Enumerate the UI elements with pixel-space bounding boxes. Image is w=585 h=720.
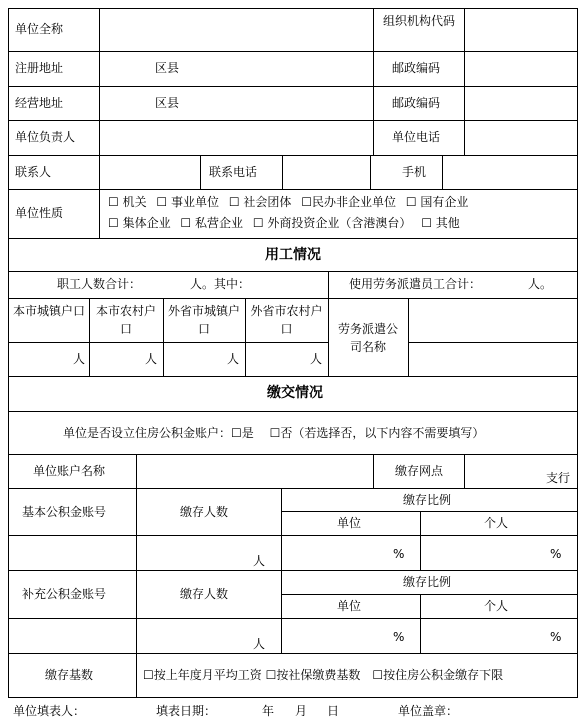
grid-line [8, 342, 328, 343]
grid-line [8, 51, 578, 52]
basic-ratio-unit-label: 单位 [337, 516, 362, 530]
grid-line [8, 570, 578, 571]
unit-type-option[interactable]: ☐ 外商投资企业（含港澳台） [252, 216, 412, 230]
basic-ratio-personal-label: 个人 [484, 516, 509, 530]
account-question[interactable]: 单位是否设立住房公积金账户：☐是 ☐否（若选择否，以下内容不需要填写） [63, 426, 485, 440]
grid-line [370, 155, 371, 189]
basic-deposit-ratio-label: 缴存比例 [403, 493, 452, 507]
employee-total-unit: 人。其中： [190, 277, 251, 291]
grid-line [281, 511, 578, 512]
seal-label: 单位盖章： [398, 704, 459, 718]
grid-line [8, 535, 578, 536]
col-local-urban: 本市城镇户口 [12, 304, 85, 318]
grid-line [577, 8, 578, 698]
grid-line [136, 454, 137, 697]
unit-type-options-row2[interactable] [108, 216, 466, 231]
grid-line [8, 271, 578, 272]
col-local-rural: 本市农村户口 [95, 304, 156, 336]
supp-personal-percent: % [550, 630, 562, 644]
unit-full-name-label: 单位全称 [15, 22, 64, 36]
grid-line [8, 653, 578, 654]
grid-line [8, 488, 578, 489]
mobile-label: 手机 [402, 165, 427, 179]
basic-personal-percent: % [550, 547, 562, 561]
reg-address-district: 区县 [155, 61, 180, 75]
basic-deposit-count-label: 缴存人数 [180, 505, 229, 519]
reg-postal-label: 邮政编码 [392, 61, 441, 75]
basic-person-unit: 人 [253, 554, 266, 568]
unit-type-option[interactable]: ☐ 社会团体 [228, 195, 292, 209]
grid-line [420, 594, 421, 653]
supp-deposit-ratio-label: 缴存比例 [403, 575, 452, 589]
supp-ratio-personal-label: 个人 [484, 599, 509, 613]
unit-type-option[interactable]: ☐ 集体企业 [108, 216, 171, 230]
grid-line [8, 120, 578, 121]
deposit-base-label: 缴存基数 [45, 668, 94, 682]
grid-line [8, 86, 578, 87]
grid-line [8, 238, 578, 239]
filler-label: 单位填表人： [13, 704, 86, 718]
date-month: 月 [295, 704, 308, 718]
grid-line [200, 155, 201, 189]
grid-line [442, 155, 443, 189]
basic-unit-percent: % [393, 547, 405, 561]
grid-line [8, 376, 578, 377]
account-name-label: 单位账户名称 [33, 464, 106, 478]
unit-full-name-field[interactable] [100, 9, 372, 50]
dispatch-total-label: 使用劳务派遣员工合计： [349, 277, 482, 291]
grid-line [8, 189, 578, 190]
deposit-base-options[interactable]: ☐按上年度月平均工资 ☐按社保缴费基数 ☐按住房公积金缴存下限 [143, 668, 504, 682]
date-day: 日 [327, 704, 340, 718]
biz-address-label: 经营地址 [15, 96, 64, 110]
grid-line [163, 298, 164, 376]
contact-label: 联系人 [15, 165, 52, 179]
grid-line [282, 155, 283, 189]
basic-account-label: 基本公积金账号 [22, 505, 107, 519]
grid-line [8, 155, 578, 156]
grid-line [373, 454, 374, 488]
col-other-rural: 外省市农村户口 [250, 304, 323, 336]
unit-head-label: 单位负责人 [15, 130, 76, 144]
unit-type-label: 单位性质 [15, 206, 64, 220]
grid-line [373, 8, 374, 155]
unit-phone-label: 单位电话 [392, 130, 441, 144]
outlet-label: 缴存网点 [395, 464, 444, 478]
employee-total-label: 职工人数合计： [57, 277, 142, 291]
grid-line [408, 342, 578, 343]
grid-line [8, 298, 578, 299]
payment-section-title: 缴交情况 [267, 385, 323, 401]
org-code-label: 组织机构代码 [382, 14, 455, 28]
unit-type-option[interactable]: ☐民办非企业单位 [301, 195, 396, 209]
unit-type-option[interactable]: ☐ 私营企业 [180, 216, 243, 230]
col-other-urban: 外省市城镇户口 [167, 304, 240, 336]
grid-line [89, 298, 90, 376]
supp-account-label: 补充公积金账号 [22, 587, 107, 601]
grid-line [464, 454, 465, 488]
date-year: 年 [262, 704, 275, 718]
dispatch-total-unit: 人。 [528, 277, 553, 291]
person-unit: 人 [310, 352, 323, 366]
contact-phone-label: 联系电话 [209, 165, 258, 179]
grid-line [8, 697, 578, 698]
person-unit: 人 [227, 352, 240, 366]
grid-line [281, 488, 282, 570]
unit-type-option[interactable]: ☐ 其他 [421, 216, 460, 230]
grid-line [245, 298, 246, 376]
grid-line [328, 271, 329, 376]
org-code-field[interactable] [465, 9, 576, 50]
employment-section-title: 用工情况 [265, 247, 321, 263]
biz-address-district: 区县 [155, 96, 180, 110]
grid-line [8, 8, 9, 698]
grid-line [8, 411, 578, 412]
grid-line [281, 570, 282, 653]
supp-unit-percent: % [393, 630, 405, 644]
unit-type-option[interactable]: ☐ 事业单位 [156, 195, 219, 209]
biz-postal-label: 邮政编码 [392, 96, 441, 110]
grid-line [420, 511, 421, 570]
supp-person-unit: 人 [253, 637, 266, 651]
outlet-value: 支行 [546, 471, 571, 485]
grid-line [408, 298, 409, 376]
unit-type-option[interactable]: ☐ 国有企业 [405, 195, 469, 209]
date-label: 填表日期： [156, 704, 217, 718]
supp-ratio-unit-label: 单位 [337, 599, 362, 613]
grid-line [8, 454, 578, 455]
supp-deposit-count-label: 缴存人数 [180, 587, 229, 601]
grid-line [8, 618, 578, 619]
person-unit: 人 [73, 352, 86, 366]
unit-type-option[interactable]: ☐ 机关 [108, 195, 147, 209]
reg-address-label: 注册地址 [15, 61, 64, 75]
grid-line [281, 594, 578, 595]
person-unit: 人 [145, 352, 158, 366]
dispatch-company-label: 劳务派遣公司名称 [337, 322, 398, 354]
unit-type-options-row1[interactable] [108, 195, 474, 210]
